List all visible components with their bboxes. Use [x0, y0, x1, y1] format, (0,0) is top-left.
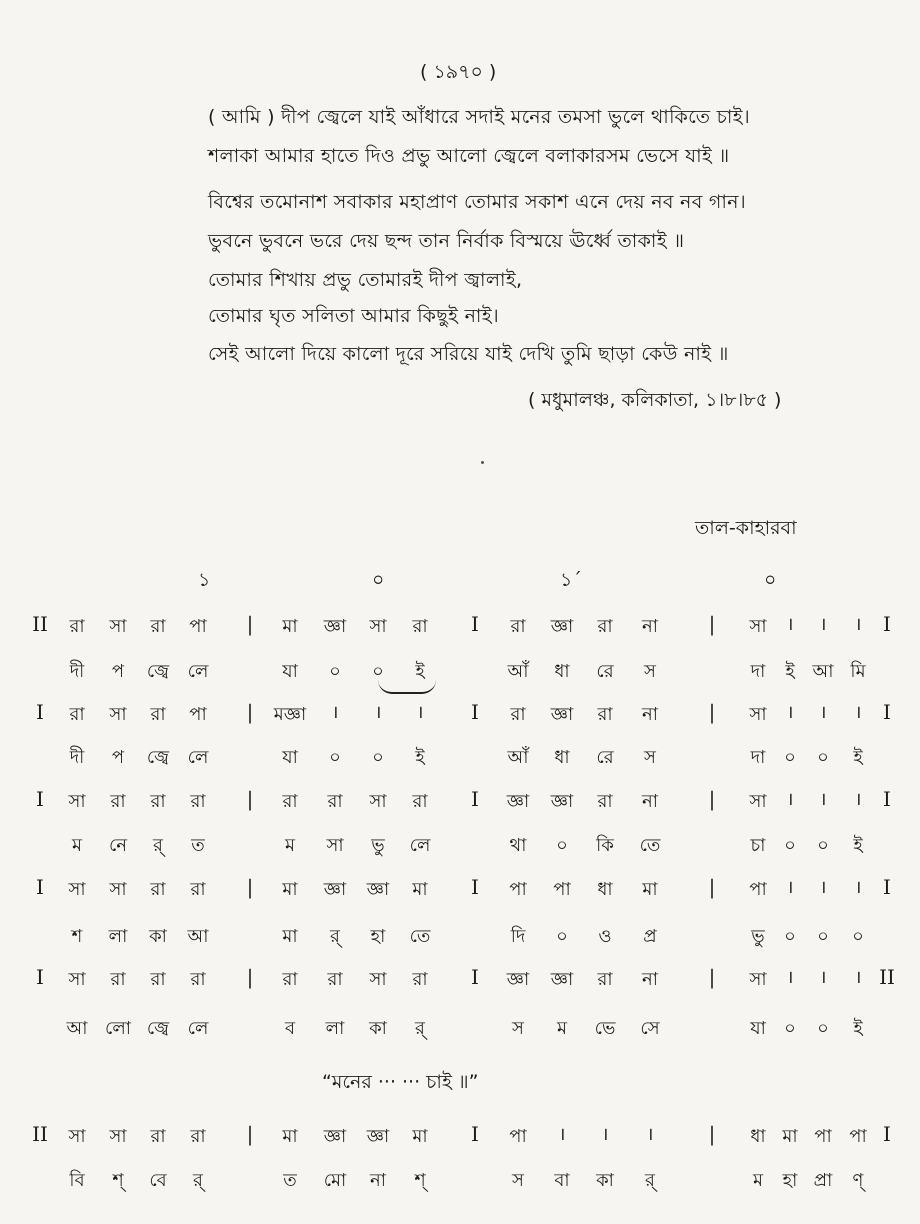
syllable-cell: কা — [369, 1018, 387, 1039]
syllable-cell: স — [512, 1170, 524, 1191]
bar-mark: I — [471, 1122, 479, 1146]
note-cell: । — [558, 1124, 566, 1145]
bar-mark: I — [471, 700, 479, 724]
note-cell: ধা — [750, 1126, 766, 1147]
syllable-cell: কি — [596, 835, 614, 856]
note-cell: পা — [749, 879, 767, 900]
note-cell: জ্ঞা — [550, 704, 574, 725]
note-cell: রা — [597, 616, 613, 637]
note-cell: রা — [190, 791, 206, 812]
note-cell: সা — [109, 1126, 127, 1147]
syllable-cell: রে — [596, 747, 614, 768]
syllable-cell: ই — [853, 1018, 863, 1039]
note-cell: রা — [150, 704, 166, 725]
syllable-cell: আ — [187, 926, 209, 947]
bar-mark: I — [36, 787, 44, 811]
syllable-cell: ০ — [784, 926, 796, 947]
note-cell: পা — [509, 1126, 527, 1147]
bar-mark: | — [246, 875, 254, 899]
ink-dot — [481, 461, 484, 464]
tala-mark: ১´ — [560, 569, 582, 591]
syllable-cell: ০ — [817, 747, 829, 768]
note-cell: রা — [412, 616, 428, 637]
syllable-cell: তে — [409, 926, 431, 947]
bar-mark: I — [36, 965, 44, 989]
source-citation: ( মধুমালঞ্চ, কলিকাতা, ১।৮।৮৫ ) — [528, 389, 782, 411]
note-cell: রা — [69, 704, 85, 725]
syllable-cell: হা — [782, 1170, 798, 1191]
note-cell: ধা — [597, 879, 613, 900]
syllable-cell: শ — [71, 926, 83, 947]
syllable-cell: যা — [282, 747, 298, 768]
syllable-cell: লে — [187, 661, 209, 682]
syllable-cell: শ্ — [414, 1170, 426, 1191]
note-cell: মা — [282, 1126, 298, 1147]
syllable-cell: র্ — [415, 1018, 425, 1039]
note-cell: জ্ঞা — [323, 616, 347, 637]
bar-mark: II — [879, 965, 895, 989]
syllable-cell: ০ — [556, 835, 568, 856]
note-cell: না — [642, 616, 658, 637]
syllable-cell: ০ — [329, 661, 341, 682]
note-cell: । — [854, 789, 862, 810]
syllable-cell: দী — [69, 661, 85, 682]
note-cell: না — [642, 791, 658, 812]
note-cell: সা — [109, 616, 127, 637]
bar-mark: I — [883, 787, 891, 811]
syllable-cell: ভু — [751, 926, 765, 947]
syllable-cell: মা — [282, 926, 298, 947]
note-cell: সা — [749, 616, 767, 637]
note-cell: না — [642, 704, 658, 725]
note-cell: । — [786, 789, 794, 810]
syllable-cell: না — [370, 1170, 386, 1191]
syllable-cell: স — [644, 747, 656, 768]
syllable-cell: ই — [853, 747, 863, 768]
syllable-cell: রে — [596, 661, 614, 682]
note-cell: সা — [749, 791, 767, 812]
note-cell: না — [642, 969, 658, 990]
syllable-cell: ০ — [817, 926, 829, 947]
bar-mark: I — [36, 700, 44, 724]
syllable-cell: দা — [750, 661, 766, 682]
syllable-cell: ই — [415, 747, 425, 768]
bar-mark: | — [708, 965, 716, 989]
syllable-cell: র্ — [330, 926, 340, 947]
syllable-cell: জ্বে — [146, 661, 170, 682]
syllable-cell: ও — [598, 926, 612, 947]
note-cell: জ্ঞা — [323, 1126, 347, 1147]
note-cell: পা — [189, 704, 207, 725]
syllable-cell: প্র — [643, 926, 657, 947]
syllable-cell: ম — [557, 1018, 567, 1039]
syllable-cell: প — [111, 661, 125, 682]
note-cell: । — [854, 877, 862, 898]
note-cell: জ্ঞা — [550, 969, 574, 990]
syllable-cell: ০ — [817, 835, 829, 856]
syllable-cell: নে — [108, 835, 128, 856]
syllable-cell: ই — [853, 835, 863, 856]
bar-mark: | — [708, 875, 716, 899]
note-cell: । — [854, 967, 862, 988]
syllable-cell: ভু — [371, 835, 385, 856]
note-cell: রা — [327, 791, 343, 812]
note-cell: পা — [814, 1126, 832, 1147]
syllable-cell: তে — [639, 835, 661, 856]
syllable-cell: ম — [753, 1170, 763, 1191]
note-cell: রা — [150, 1126, 166, 1147]
tala-mark: ০ — [372, 569, 385, 591]
bar-mark: | — [708, 787, 716, 811]
syllable-cell: ম — [72, 835, 82, 856]
note-cell: । — [331, 702, 339, 723]
note-cell: । — [374, 702, 382, 723]
syllable-cell: ০ — [329, 747, 341, 768]
note-cell: সা — [68, 969, 86, 990]
syllable-cell: ই — [785, 661, 795, 682]
lyric-line: ভুবনে ভুবনে ভরে দেয় ছন্দ তান নির্বাক বিস্ময়ে ঊর্ধ্বে তাকাই ॥ — [208, 230, 685, 252]
syllable-cell: কা — [596, 1170, 614, 1191]
syllable-cell: যা — [282, 661, 298, 682]
syllable-cell: লো — [105, 1018, 131, 1039]
syllable-cell: মি — [850, 661, 866, 682]
syllable-cell: ০ — [784, 747, 796, 768]
syllable-cell: ০ — [852, 926, 864, 947]
note-cell: সা — [749, 704, 767, 725]
note-cell: রা — [412, 969, 428, 990]
bar-mark: II — [32, 1122, 48, 1146]
syllable-cell: ত — [191, 835, 205, 856]
lyric-line: তোমার শিখায় প্রভু তোমারই দীপ জ্বালাই, — [208, 269, 523, 291]
syllable-cell: যা — [750, 1018, 766, 1039]
note-cell: মা — [282, 616, 298, 637]
page-number: ( ১৯৭০ ) — [420, 61, 497, 83]
note-cell: । — [819, 614, 827, 635]
syllable-cell: ব — [284, 1018, 296, 1039]
syllable-cell: লা — [108, 926, 128, 947]
bar-mark: | — [708, 1122, 716, 1146]
syllable-cell: লা — [325, 1018, 345, 1039]
syllable-cell: সে — [640, 1018, 660, 1039]
syllable-cell: জ্বে — [146, 1018, 170, 1039]
bar-mark: | — [246, 612, 254, 636]
syllable-cell: স — [512, 1018, 524, 1039]
syllable-cell: প — [111, 747, 125, 768]
syllable-cell: লে — [187, 747, 209, 768]
syllable-cell: র্ — [193, 1170, 203, 1191]
syllable-cell: বি — [69, 1170, 85, 1191]
note-cell: জ্ঞা — [366, 879, 390, 900]
lyric-line: শলাকা আমার হাতে দিও প্রভু আলো জ্বেলে বলাকারসম ভেসে যাই ॥ — [208, 145, 730, 167]
syllable-cell: শ্ — [112, 1170, 124, 1191]
note-cell: রা — [597, 704, 613, 725]
bar-mark: | — [246, 1122, 254, 1146]
syllable-cell: আঁ — [507, 747, 529, 768]
syllable-cell: দি — [510, 926, 526, 947]
bar-mark: I — [471, 612, 479, 636]
syllable-cell: আঁ — [507, 661, 529, 682]
syllable-cell: লে — [409, 835, 431, 856]
note-cell: জ্ঞা — [550, 616, 574, 637]
note-cell: মা — [412, 879, 428, 900]
syllable-cell: ম — [285, 835, 295, 856]
bar-mark: | — [708, 612, 716, 636]
slur-mark — [378, 680, 436, 694]
note-cell: সা — [369, 791, 387, 812]
syllable-cell: ণ্ — [852, 1170, 864, 1191]
note-cell: সা — [68, 879, 86, 900]
syllable-cell: দা — [750, 747, 766, 768]
syllable-cell: ধা — [554, 661, 570, 682]
bar-mark: I — [883, 875, 891, 899]
note-cell: । — [786, 702, 794, 723]
note-cell: রা — [510, 616, 526, 637]
note-cell: রা — [110, 969, 126, 990]
note-cell: । — [416, 702, 424, 723]
note-cell: সা — [749, 969, 767, 990]
note-cell: রা — [412, 791, 428, 812]
tala-label: তাল-কাহারবা — [695, 517, 797, 539]
note-cell: সা — [109, 704, 127, 725]
bar-mark: I — [883, 700, 891, 724]
note-cell: । — [786, 967, 794, 988]
note-cell: রা — [282, 969, 298, 990]
note-cell: রা — [150, 879, 166, 900]
syllable-cell: ০ — [372, 661, 384, 682]
note-cell: । — [854, 614, 862, 635]
note-cell: । — [786, 614, 794, 635]
note-cell: রা — [597, 969, 613, 990]
note-cell: জ্ঞা — [550, 791, 574, 812]
note-cell: মজ্ঞা — [273, 704, 307, 725]
note-cell: সা — [68, 791, 86, 812]
note-cell: রা — [327, 969, 343, 990]
note-cell: রা — [597, 791, 613, 812]
note-cell: রা — [190, 1126, 206, 1147]
syllable-cell: স — [644, 661, 656, 682]
syllable-cell: ধা — [554, 747, 570, 768]
bar-mark: I — [883, 612, 891, 636]
syllable-cell: র্ — [645, 1170, 655, 1191]
syllable-cell: লে — [187, 1018, 209, 1039]
syllable-cell: দী — [69, 747, 85, 768]
bar-mark: I — [471, 965, 479, 989]
tala-mark: ০ — [764, 569, 777, 591]
note-cell: রা — [282, 791, 298, 812]
syllable-cell: কা — [149, 926, 167, 947]
tala-mark: ১ — [198, 569, 211, 591]
syllable-cell: আ — [66, 1018, 88, 1039]
syllable-cell: বে — [149, 1170, 167, 1191]
note-cell: জ্ঞা — [506, 969, 530, 990]
syllable-cell: ০ — [784, 1018, 796, 1039]
bar-mark: | — [246, 787, 254, 811]
note-cell: । — [819, 789, 827, 810]
syllable-cell: জ্বে — [146, 747, 170, 768]
syllable-cell: হা — [370, 926, 386, 947]
bar-mark: | — [708, 700, 716, 724]
note-cell: জ্ঞা — [323, 879, 347, 900]
lyric-line: ( আমি ) দীপ জ্বেলে যাই আঁধারে সদাই মনের তমসা ভুলে থাকিতে চাই। — [208, 106, 750, 128]
bar-mark: I — [883, 1122, 891, 1146]
syllable-cell: ০ — [784, 835, 796, 856]
note-cell: পা — [553, 879, 571, 900]
lyric-line: বিশ্বের তমোনাশ সবাকার মহাপ্রাণ তোমার সকাশ এনে দেয় নব নব গান। — [208, 191, 746, 213]
note-cell: পা — [189, 616, 207, 637]
note-cell: রা — [150, 791, 166, 812]
syllable-cell: ত — [283, 1170, 297, 1191]
note-cell: মা — [412, 1126, 428, 1147]
note-cell: সা — [369, 969, 387, 990]
bar-mark: | — [246, 700, 254, 724]
note-cell: মা — [782, 1126, 798, 1147]
lyric-line: সেই আলো দিয়ে কালো দূরে সরিয়ে যাই দেখি তুমি ছাড়া কেউ নাই ॥ — [208, 343, 729, 365]
note-cell: সা — [109, 879, 127, 900]
syllable-cell: ভে — [594, 1018, 616, 1039]
note-cell: । — [854, 702, 862, 723]
note-cell: । — [819, 967, 827, 988]
note-cell: পা — [509, 879, 527, 900]
syllable-cell: ০ — [556, 926, 568, 947]
syllable-cell: প্রা — [813, 1170, 833, 1191]
lyric-line: তোমার ঘৃত সলিতা আমার কিছুই নাই। — [208, 305, 500, 327]
syllable-cell: মো — [323, 1170, 347, 1191]
syllable-cell: ই — [415, 661, 425, 682]
note-cell: সা — [68, 1126, 86, 1147]
syllable-cell: আ — [812, 661, 834, 682]
note-cell: । — [819, 702, 827, 723]
bar-mark: I — [471, 875, 479, 899]
note-cell: মা — [642, 879, 658, 900]
bar-mark: I — [36, 875, 44, 899]
note-cell: মা — [282, 879, 298, 900]
note-cell: রা — [69, 616, 85, 637]
note-cell: জ্ঞা — [506, 791, 530, 812]
syllable-cell: বা — [554, 1170, 570, 1191]
note-cell: রা — [150, 969, 166, 990]
syllable-cell: চা — [750, 835, 766, 856]
note-cell: রা — [190, 969, 206, 990]
note-cell: সা — [369, 616, 387, 637]
bar-mark: II — [32, 612, 48, 636]
syllable-cell: র্ — [153, 835, 163, 856]
note-cell: পা — [849, 1126, 867, 1147]
syllable-cell: ০ — [817, 1018, 829, 1039]
note-cell: রা — [190, 879, 206, 900]
note-cell: । — [646, 1124, 654, 1145]
note-cell: । — [819, 877, 827, 898]
syllable-cell: ০ — [372, 747, 384, 768]
note-cell: জ্ঞা — [366, 1126, 390, 1147]
bar-mark: | — [246, 965, 254, 989]
syllable-cell: সা — [326, 835, 344, 856]
note-cell: রা — [150, 616, 166, 637]
note-cell: রা — [110, 791, 126, 812]
syllable-cell: থা — [509, 835, 527, 856]
note-cell: রা — [510, 704, 526, 725]
note-cell: । — [601, 1124, 609, 1145]
note-cell: । — [786, 877, 794, 898]
bar-mark: I — [471, 787, 479, 811]
refrain-text: “মনের ··· ··· চাই ॥” — [322, 1071, 479, 1093]
